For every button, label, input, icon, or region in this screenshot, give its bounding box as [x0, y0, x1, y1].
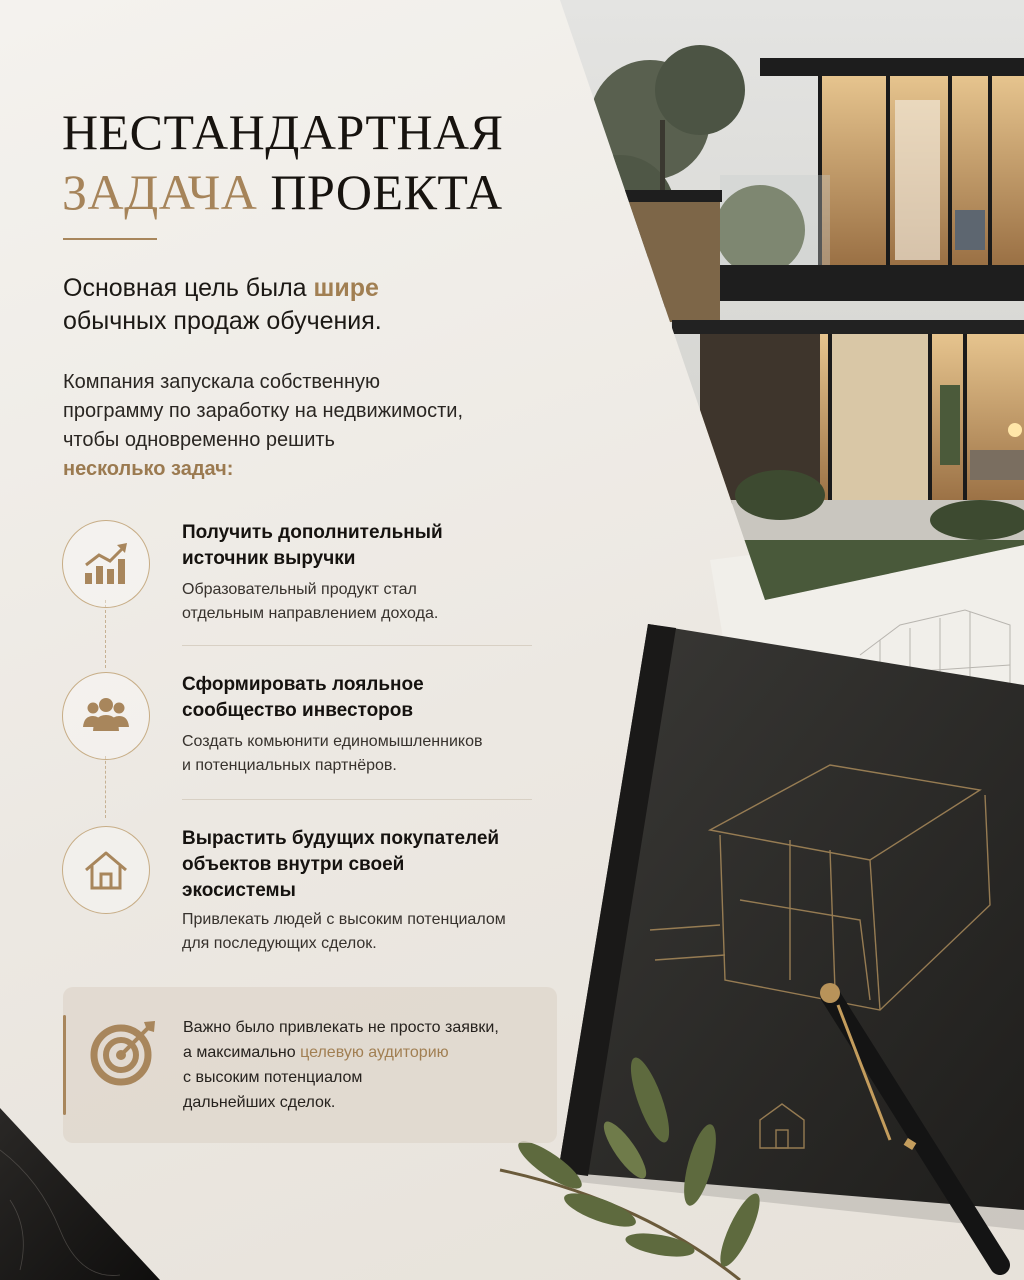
intro-line-1: Компания запускала собственную: [63, 371, 380, 393]
lead-part-2: обычных продаж обучения.: [63, 307, 382, 335]
task-title-line: сообщество инвесторов: [182, 700, 414, 721]
lead-text: [63, 272, 543, 338]
task-description: [182, 908, 582, 956]
title-accent: ЗАДАЧА: [62, 164, 258, 220]
task-title-line: Получить дополнительный: [182, 522, 443, 543]
intro-text: [63, 368, 563, 484]
target-icon: [89, 1017, 159, 1087]
task-description-line: Привлекать людей с высоким потенциалом: [182, 911, 506, 928]
connector-line: [105, 756, 106, 818]
task-title-line: Сформировать лояльное: [182, 674, 424, 695]
task-description: [182, 578, 582, 626]
task-description-line: Создать комьюнити единомышленников: [182, 733, 483, 750]
note-accent: целевую аудиторию: [300, 1044, 449, 1061]
house-photo: [540, 0, 1024, 620]
task-title-line: экосистемы: [182, 880, 296, 901]
lead-part-1: Основная цель была: [63, 274, 314, 302]
task-description-line: и потенциальных партнёров.: [182, 757, 397, 774]
task-title-line: источник выручки: [182, 548, 356, 569]
note-line: Важно было привлекать не просто заявки,: [183, 1019, 499, 1036]
intro-accent: несколько задач:: [63, 458, 234, 480]
highlight-note: [63, 987, 557, 1143]
note-line: дальнейших сделок.: [183, 1094, 336, 1111]
task-description-line: для последующих сделок.: [182, 935, 377, 952]
note-accent-bar: [63, 1015, 66, 1115]
title-divider: [63, 238, 157, 240]
title-line-1: НЕСТАНДАРТНАЯ: [62, 104, 504, 160]
task-title: [182, 826, 582, 904]
intro-line-2: программу по заработку на недвижимости,: [63, 400, 464, 422]
community-icon: [62, 672, 150, 760]
page-title: [62, 102, 504, 222]
connector-line: [105, 600, 106, 668]
lead-accent: шире: [313, 274, 379, 302]
note-line: а максимально: [183, 1044, 301, 1061]
item-divider: [182, 645, 532, 646]
task-description-line: Образовательный продукт стал: [182, 581, 417, 598]
note-line: с высоким потенциалом: [183, 1069, 363, 1086]
item-divider: [182, 799, 532, 800]
task-title-line: Вырастить будущих покупателей: [182, 828, 500, 849]
house-icon: [62, 826, 150, 914]
note-text: [183, 1015, 543, 1115]
task-description-line: отдельным направлением дохода.: [182, 605, 439, 622]
intro-line-3: чтобы одновременно решить: [63, 429, 335, 451]
task-title: [182, 672, 582, 724]
task-description: [182, 730, 582, 778]
growth-chart-icon: [62, 520, 150, 608]
task-title: [182, 520, 582, 572]
title-line-2: ПРОЕКТА: [257, 164, 503, 220]
task-title-line: объектов внутри своей: [182, 854, 405, 875]
